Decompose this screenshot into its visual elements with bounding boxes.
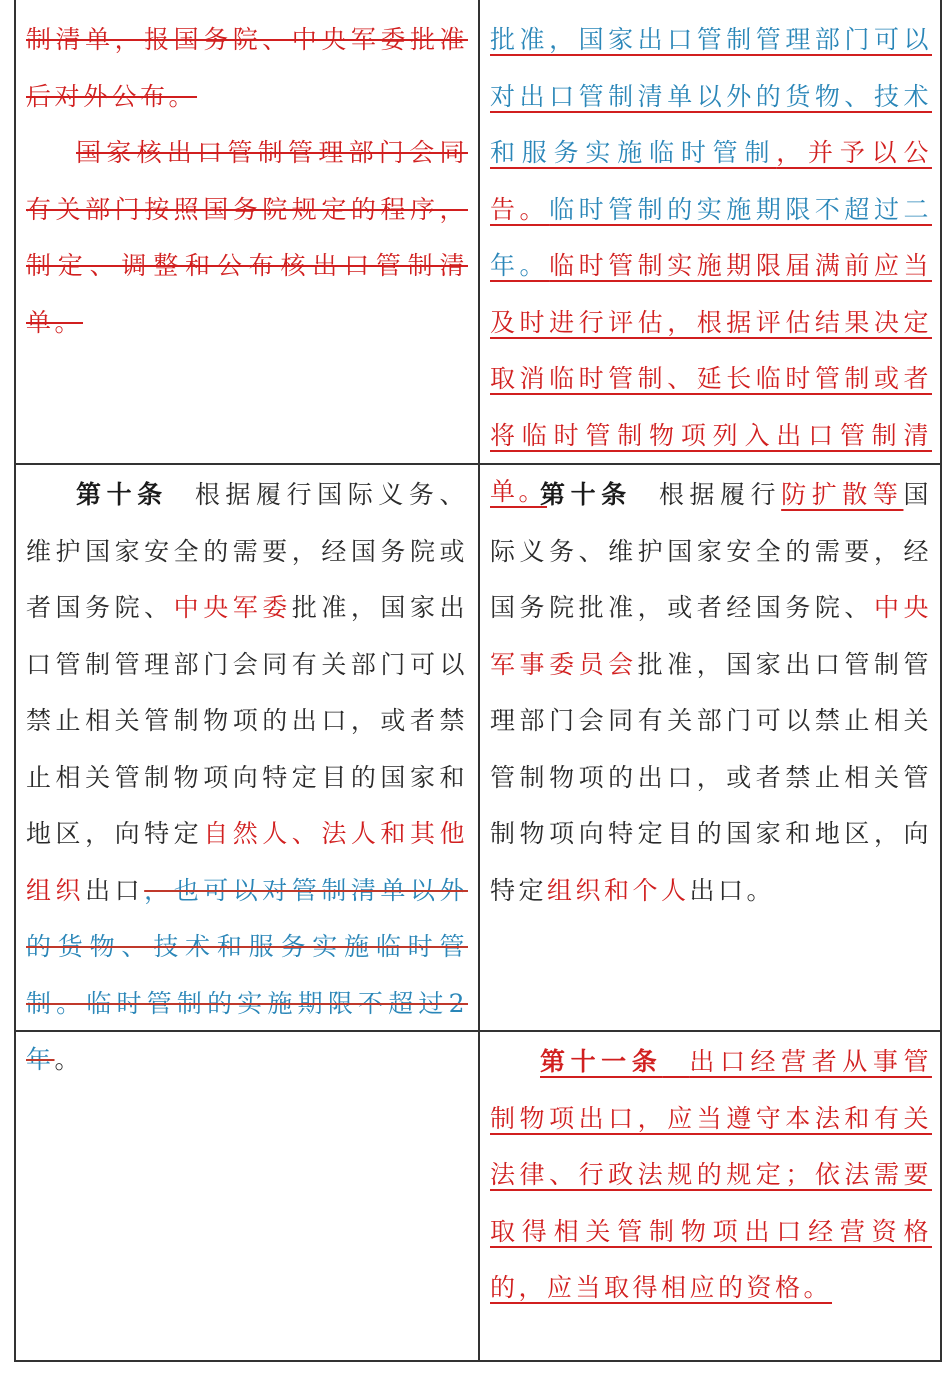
body-text: 国际义务、维护国家安全的需要，经国务院批准，或者经国务院、 (490, 480, 932, 622)
changed-term: 中央军事委员会 (490, 593, 932, 679)
deleted-text: ，也可以对管制清单以外的货物、技术和服务实施临时管制。临时管制的实施期限不超过2年 (26, 875, 468, 1074)
body-text: 出口。 (689, 875, 776, 905)
inserted-text-red: 临时管制实施期限届满前应当及时进行评估，根据评估结果决定取消临时管制、延长临时管制或者将临时管制物项列入出口管制清单。 (490, 251, 932, 506)
article-heading: 第十条 (76, 480, 168, 509)
body-text: 。 (54, 1045, 84, 1074)
row2-right-cell (478, 467, 942, 919)
row1-right-cell (478, 12, 942, 521)
body-text: 出口 (85, 875, 145, 905)
deleted-text: 制清单，报国务院、中央军委批准后对外公布。 (26, 25, 468, 111)
inserted-text-red: ，并予以公告。 (490, 138, 932, 224)
inserted-text-blue: 批准，国家出口管制管理部门可以对出口管制清单以外的货物、技术和服务实施临时管制 (490, 25, 932, 167)
body-text: 批准，国家出口管制管理部门会同有关部门可以禁止相关管制物项的出口，或者禁止相关管制物项向特定目的国家和地区，向特定 (26, 593, 468, 848)
inserted-text-red: 出口经营者从事管制物项出口，应当遵守本法和有关法律、行政法规的规定；依法需要取得相关管制物项出口经营资格的，应当取得相应的资格。 (490, 1047, 932, 1302)
changed-term: 组织和个人 (547, 875, 690, 905)
row1-left-cell (14, 12, 478, 351)
row2-left-cell (14, 467, 478, 1089)
deleted-text: 国家核出口管制管理部门会同有关部门按照国务院规定的程序，制定、调整和公布核出口管制清单。 (26, 138, 468, 337)
article-heading: 第十条 (540, 480, 632, 509)
article-heading: 第十一条 (540, 1047, 663, 1076)
body-text: 批准，国家出口管制管理部门会同有关部门可以禁止相关管制物项的出口，或者禁止相关管制物项向特定目的国家和地区，向特定 (490, 649, 932, 905)
body-text: 根据履行国际义务、维护国家安全的需要，经国务院或者国务院、 (26, 480, 468, 622)
row3-right-cell (478, 1034, 942, 1317)
inserted-text-red: 防扩散等 (781, 480, 904, 509)
changed-term: 中央军委 (173, 593, 292, 622)
body-text: 根据履行 (658, 480, 782, 509)
changed-term: 自然人、法人和其他组织 (26, 819, 468, 905)
inserted-text-blue: 临时管制的实施期限不超过二年。 (490, 194, 932, 280)
row3-left-cell (14, 1034, 478, 1354)
